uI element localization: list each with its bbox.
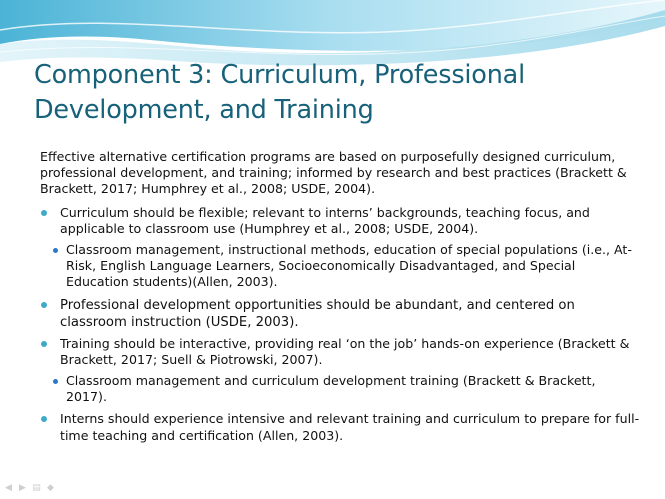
bullet-dot-icon [41,302,47,308]
sub-bullet-dot-icon [53,248,58,253]
sub-bullet-item [40,242,640,291]
bullet-dot-icon [41,416,47,422]
bullet-text: Training should be interactive, providing real ‘on the job’ hands-on experience (Brackett & Brackett, 2017; Suell & Piotrowski, 2007). [60,335,630,367]
sub-bullet-item [40,373,640,405]
bullet-item [40,205,640,237]
bullet-item [40,297,640,331]
slideshow-nav [4,484,55,496]
sub-bullet-text: Classroom management, instructional methods, education of special populations (i.e., At-Risk, English Language Learners, Socioeconomically Disadvantaged, and Special Education students)(Allen, 2003). [66,242,632,290]
bullet-dot-icon [41,210,47,216]
slideshow-icon[interactable]: ◆ [47,483,54,493]
prev-icon[interactable]: ◀ [5,483,12,493]
bullet-text: Curriculum should be flexible; relevant to interns’ backgrounds, teaching focus, and applicable to classroom use (Humphrey et al., 2008; USDE, 2004). [60,204,590,236]
sub-bullet-text: Classroom management and curriculum development training (Brackett & Brackett, 2017). [66,373,596,405]
menu-icon[interactable]: ▤ [32,483,41,493]
bullet-item [40,336,640,368]
slide-title: Component 3: Curriculum, Professional Development, and Training [34,60,525,125]
bullet-text: Professional development opportunities should be abundant, and centered on classroom instruction (USDE, 2003). [60,297,575,330]
bullet-dot-icon [41,341,47,347]
sub-bullet-dot-icon [53,379,58,384]
intro-paragraph: Effective alternative certification programs are based on purposefully designed curriculum, professional development, and training; informed by research and best practices (Brackett & Brackett, 2017; Humphrey et al., 2008; USDE, 2004). [40,149,627,197]
bullet-item [40,411,640,443]
next-icon[interactable]: ▶ [19,483,26,493]
slide-body [40,149,640,449]
bullet-text: Interns should experience intensive and relevant training and curriculum to prepare for full-time teaching and certification (Allen, 2003). [60,411,640,443]
